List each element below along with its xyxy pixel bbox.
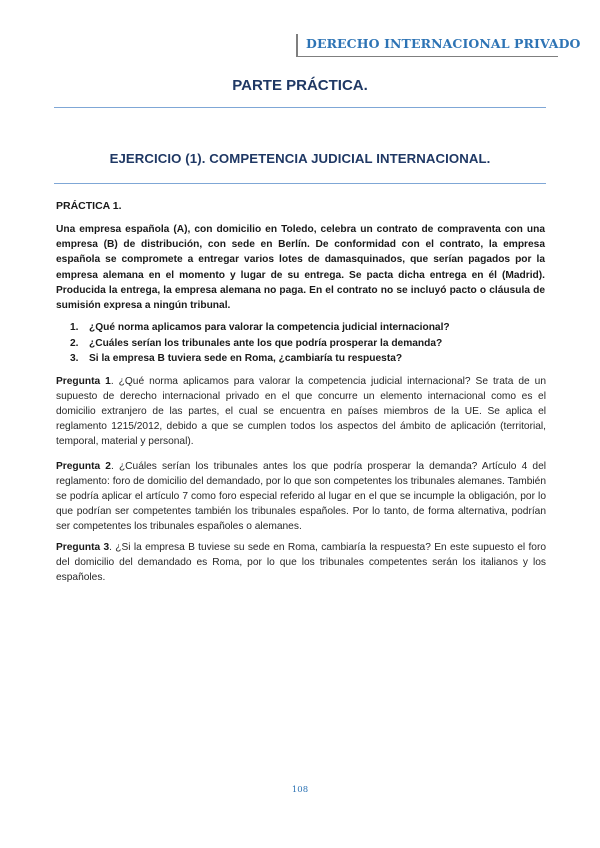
answer-text: . ¿Qué norma aplicamos para valorar la competencia judicial internacional? Se trata de un supuesto de derecho internacional privado en el que concurre un elemento internacional como es el domicilio extranjero de las partes, el cual se encuentra en países miembros de la UE. Se aplica el reglamento 1215/2012, debido a que se cumplen todos los aspectos del ámbito de aplicación (territorial, temporal, material y personal). <box>56 376 546 448</box>
answer-text: . ¿Cuáles serían los tribunales antes los que podría prosperar la demanda? Artículo 4 del reglamento: foro de domicilio del demandado, por lo que son competentes los tribunales alemanes. También se podría aplicar el artículo 7 como foro especial referido al lugar en el que se incumple la obligación, por lo que podrían ser competentes también los tribunales españoles. Por lo tanto, de forma alternativa, podrían ser competentes los tribunales españoles o alemanes. <box>56 461 546 533</box>
question-number: 3. <box>70 353 79 364</box>
question-text: ¿Qué norma aplicamos para valorar la competencia judicial internacional? <box>89 322 450 333</box>
question-number: 2. <box>70 337 79 349</box>
question-item <box>70 351 540 367</box>
answer-label: Pregunta 1 <box>56 376 111 387</box>
header-title: DERECHO INTERNACIONAL PRIVADO <box>306 36 581 51</box>
question-item <box>70 336 540 352</box>
answer-text: . ¿Si la empresa B tuviese su sede en Roma, cambiaría la respuesta? En este supuesto el foro del domicilio del demandado es Roma, por lo que los tribunales competentes serán los italianos y los españoles. <box>56 542 546 584</box>
question-list <box>70 320 540 367</box>
answer-label: Pregunta 3 <box>56 542 110 553</box>
part-title: PARTE PRÁCTICA. <box>232 77 368 94</box>
practice-label: PRÁCTICA 1. <box>56 200 122 212</box>
question-number: 1. <box>70 322 79 333</box>
answer-paragraph <box>56 459 546 534</box>
question-text: ¿Cuáles serían los tribunales ante los que podría prosperar la demanda? <box>89 337 443 349</box>
page-number: 108 <box>291 785 309 795</box>
answer-paragraph <box>56 374 546 449</box>
case-statement: Una empresa española (A), con domicilio en Toledo, celebra un contrato de compraventa con una empresa (B) de distribución, con sede en Berlín. De conformidad con el contrato, la empresa española se compromete a entregar varios lotes de damasquinados, que serían pagados por la empresa alemana en el momento y lugar de su entrega. Se pacta dicha entrega en él (Madrid). Producida la entrega, la empresa alemana no paga. En el contrato no se incluyó pacto o cláusula de sumisión expresa a ningún tribunal. <box>56 224 545 312</box>
exercise-divider <box>54 183 546 184</box>
running-header <box>296 34 581 57</box>
exercise-title: EJERCICIO (1). COMPETENCIA JUDICIAL INTERNACIONAL. <box>109 151 491 166</box>
answer-paragraph <box>56 540 546 585</box>
answer-label: Pregunta 2 <box>56 461 111 472</box>
question-item <box>70 320 540 336</box>
question-text: Si la empresa B tuviera sede en Roma, ¿cambiaría tu respuesta? <box>89 353 403 364</box>
title-divider <box>54 107 546 108</box>
